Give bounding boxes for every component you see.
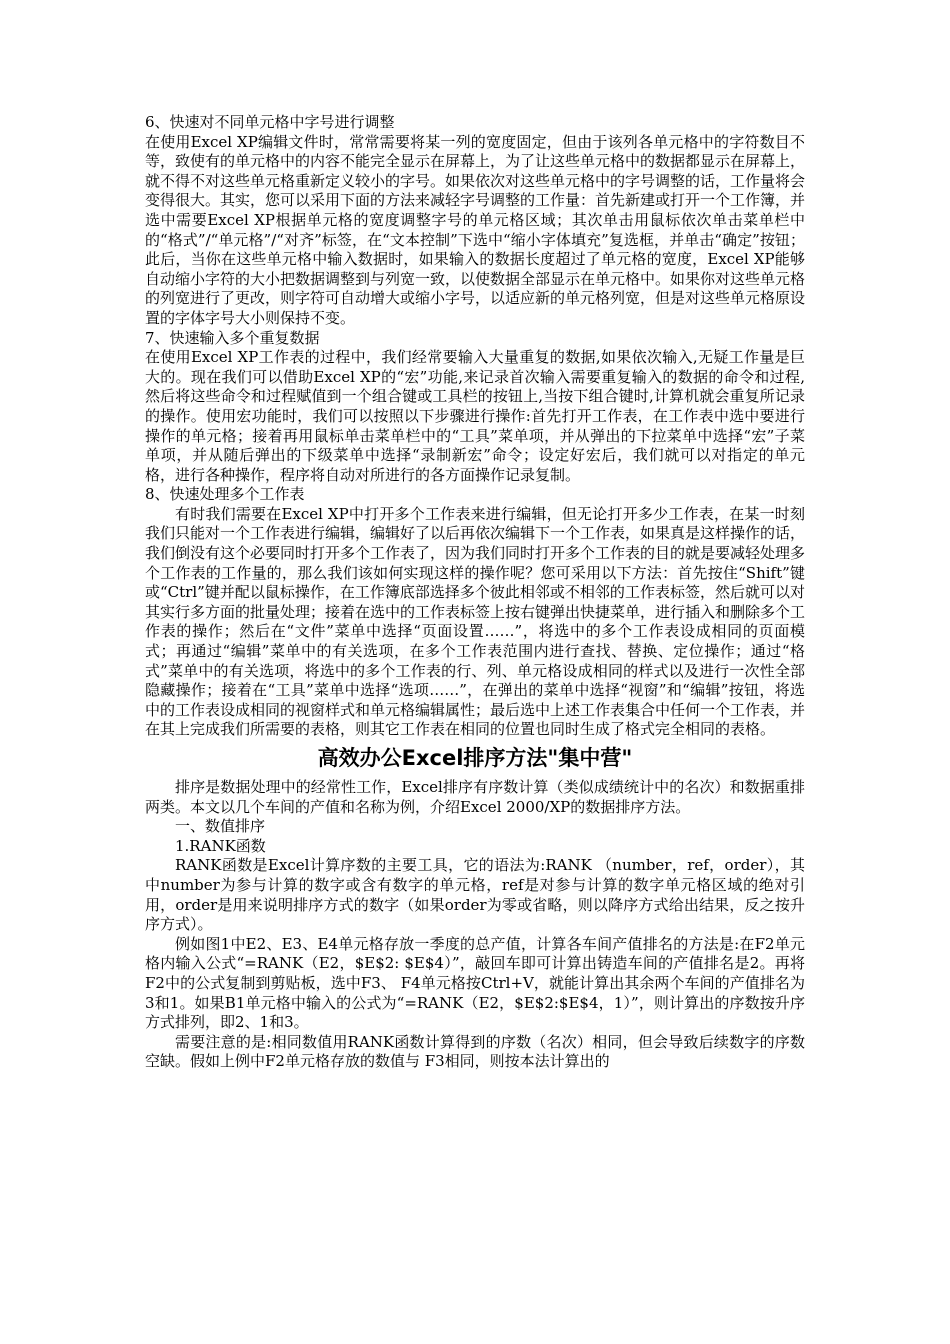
intro-paragraph: 排序是数据处理中的经常性工作，Excel排序有序数计算（类似成绩统计中的名次）和数据重排两类。本文以几个车间的产值和名称为例，介绍Excel 2000/XP的数据排序方法。 — [145, 778, 805, 816]
document-page — [145, 113, 805, 1072]
section-6 — [145, 113, 805, 329]
body-paragraph: 在使用Excel XP编辑文件时，常常需要将某一列的宽度固定，但由于该列各单元格中的字符数目不等，致使有的单元格中的内容不能完全显示在屏幕上，为了让这些单元格中的数据都显示在屏幕上，就不得不对这些单元格重新定义较小的字号。如果依次对这些单元格中的字号调整的话，工作量将会变得很大。其实，您可以采用下面的方法来减轻字号调整的工作量：首先新建或打开一个工作簿，并选中需要Excel XP根据单元格的宽度调整字号的单元格区域；其次单击用鼠标依次单击菜单栏中的“格式”/“单元格”/“对齐”标签，在“文本控制”下选中“缩小字体填充”复选框，并单击“确定”按钮；此后，当你在这些单元格中输入数据时，如果输入的数据长度超过了单元格的宽度，Excel XP能够自动缩小字符的大小把数据调整到与列宽一致，以使数据全部显示在单元格中。如果你对这些单元格的列宽进行了更改，则字符可自动增大或缩小字号，以适应新的单元格列宽，但是对这些单元格原设置的字体字号大小则保持不变。 — [145, 132, 806, 327]
body-paragraph: 例如图1中E2、E3、E4单元格存放一季度的总产值，计算各车间产值排名的方法是:在F2单元格内输入公式“=RANK（E2，$E$2: $E$4）”，敲回车即可计算出铸造车间的产值排名是2。再将F2中的公式复制到剪贴板，选中F3、 F4单元格按Ctrl+V，就能计算出其余两个车间的产值排名为3和1。如果B1单元格中输入的公式为“=RANK（E2，$E$2:$E$4，1）”，则计算出的序数按升序方式排列，即2、1和3。 — [145, 934, 805, 1032]
section-heading: 6、快速对不同单元格中字号进行调整 — [145, 113, 395, 131]
body-paragraph: 有时我们需要在Excel XP中打开多个工作表来进行编辑，但无论打开多少工作表，在某一时刻我们只能对一个工作表进行编辑，编辑好了以后再依次编辑下一个工作表，如果真是这样操作的话，我们倒没有这个必要同时打开多个工作表了，因为我们同时打开多个工作表的目的就是要减轻处理多个工作表的工作量的，那么我们该如何实现这样的操作呢？您可采用以下方法：首先按住“Shift”键或“Ctrl”键并配以鼠标操作，在工作簿底部选择多个彼此相邻或不相邻的工作表标签，然后就可以对其实行多方面的批量处理；接着在选中的工作表标签上按右键弹出快捷菜单，进行插入和删除多个工作表的操作；然后在“文件”菜单中选择“页面设置……”，将选中的多个工作表设成相同的页面模式；再通过“编辑”菜单中的有关选项，在多个工作表范围内进行查找、替换、定位操作；通过“格式”菜单中的有关选项，将选中的多个工作表的行、列、单元格设成相同的样式以及进行一次性全部隐藏操作；接着在“工具”菜单中选择“选项……”，在弹出的菜单中选择“视窗”和“编辑”按钮，将选中的工作表设成相同的视窗样式和单元格编辑属性；最后选中上述工作表集合中任何一个工作表，并在其上完成我们所需要的表格，则其它工作表在相同的位置也同时生成了格式完全相同的表格。 — [145, 504, 806, 739]
section-heading: 8、快速处理多个工作表 — [145, 485, 305, 504]
body-paragraph: RANK函数是Excel计算序数的主要工具，它的语法为:RANK （number，ref，order），其中number为参与计算的数字或含有数字的单元格，ref是对参与计算的数字单元格区域的绝对引用，order是用来说明排序方式的数字（如果order为零或省略，则以降序方式给出结果，反之按升序方式）。 — [145, 856, 805, 934]
section-7 — [145, 329, 805, 486]
section-8 — [145, 485, 805, 740]
body-paragraph: 需要注意的是:相同数值用RANK函数计算得到的序数（名次）相同，但会导致后续数字的序数空缺。假如上例中F2单元格存放的数值与 F3相同，则按本法计算出的 — [145, 1032, 805, 1071]
section-heading: 7、快速输入多个重复数据 — [145, 328, 320, 347]
subheading-rank-function: 1.RANK函数 — [175, 836, 266, 855]
body-paragraph: 在使用Excel XP工作表的过程中，我们经常要输入大量重复的数据,如果依次输入,无疑工作量是巨大的。现在我们可以借助Excel XP的“宏”功能,来记录首次输入需要重复输入的数据的命令和过程,然后将这些命令和过程赋值到一个组合键或工具栏的按钮上,当按下组合键时,计算机就会重复所记录的操作。使用宏功能时，我们可以按照以下步骤进行操作:首先打开工作表，在工作表中选中要进行操作的单元格；接着再用鼠标单击菜单栏中的“工具”菜单项，并从弹出的下拉菜单中选择“宏”子菜单项，并从随后弹出的下级菜单中选择“录制新宏”命令；设定好宏后，我们就可以对指定的单元格，进行各种操作，程序将自动对所进行的各方面操作记录复制。 — [145, 348, 805, 484]
article-title: 高效办公Excel排序方法"集中营" — [317, 746, 633, 770]
subheading-numeric-sort: 一、数值排序 — [175, 817, 266, 836]
article-body — [145, 778, 805, 1072]
